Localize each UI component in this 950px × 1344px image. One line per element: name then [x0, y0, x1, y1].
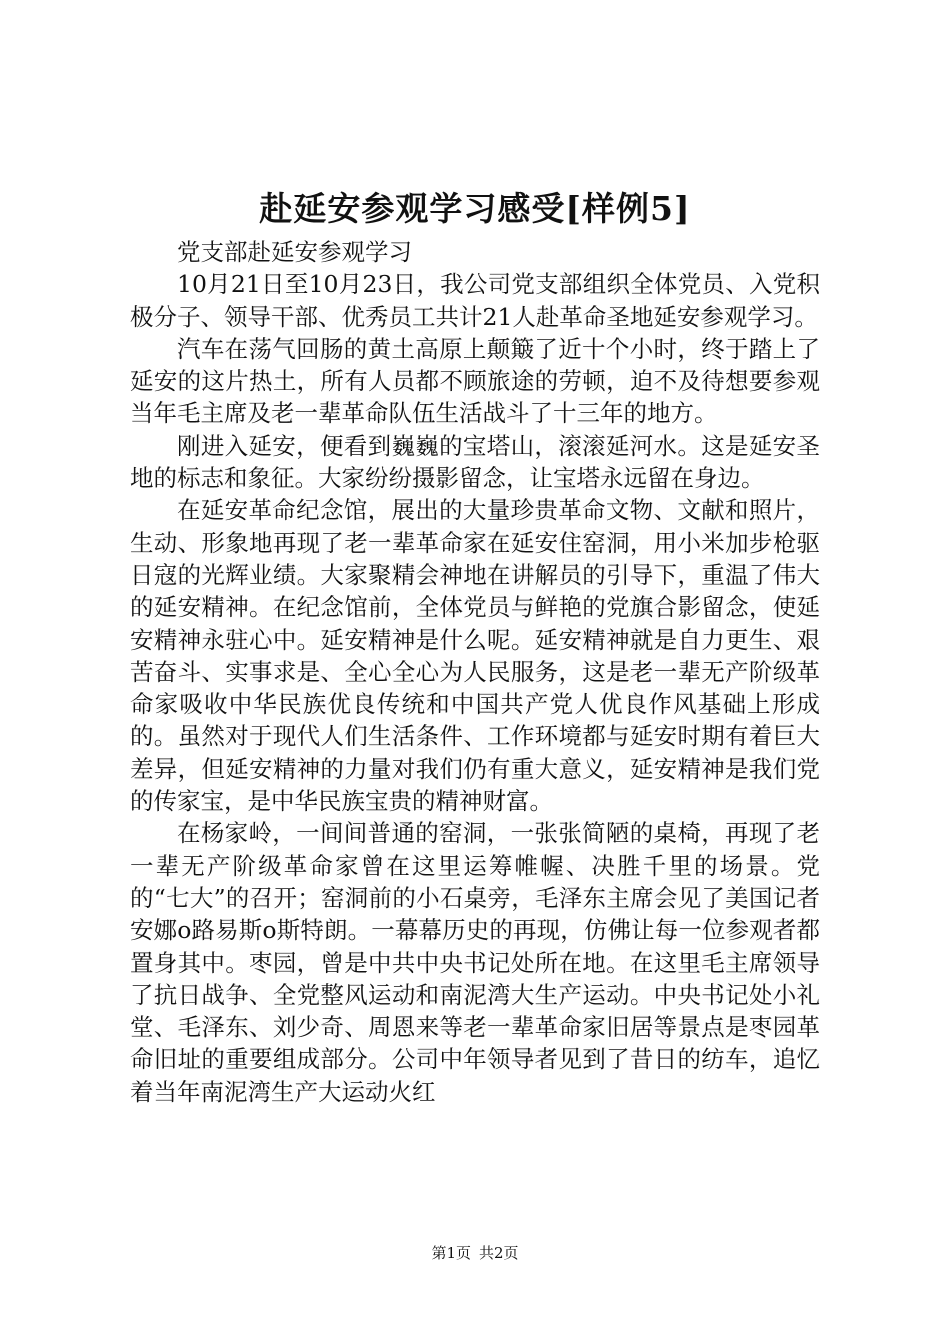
paragraph-subtitle: 党支部赴延安参观学习	[177, 238, 412, 266]
paragraph-4: 在延安革命纪念馆，展出的大量珍贵革命文物、文献和照片，生动、形象地再现了老一辈革命家在延安住窑洞，用小米加步枪驱日寇的光辉业绩。大家聚精会神地在讲解员的引导下，重温了伟大的延安精神。在纪念馆前，全体党员与鲜艳的党旗合影留念，使延安精神永驻心中。延安精神是什么呢。延安精神就是自力更生、艰苦奋斗、实事求是、全心全心为人民服务，这是老一辈无产阶级革命家吸收中华民族优良传统和中国共产党人优良作风基础上形成的。虽然对于现代人们生活条件、工作环境都与延安时期有着巨大差异，但延安精神的力量对我们仍有重大意义，延安精神是我们党的传家宝，是中华民族宝贵的精神财富。	[130, 496, 820, 816]
paragraph-2: 汽车在荡气回肠的黄土高原上颠簸了近十个小时，终于踏上了延安的这片热土，所有人员都不顾旅途的劳顿，迫不及待想要参观当年毛主席及老一辈革命队伍生活战斗了十三年的地方。	[130, 334, 820, 428]
page-footer	[0, 1243, 950, 1263]
document-title: 赴延安参观学习感受[样例5]	[259, 189, 691, 228]
document-body	[130, 236, 820, 1108]
page-total: 共2页	[479, 1244, 519, 1262]
paragraph-1: 10月21日至10月23日，我公司党支部组织全体党员、入党积极分子、领导干部、优秀员工共计21人赴革命圣地延安参观学习。	[130, 270, 820, 331]
page-number: 第1页	[431, 1244, 471, 1262]
paragraph-3: 刚进入延安，便看到巍巍的宝塔山，滚滚延河水。这是延安圣地的标志和象征。大家纷纷摄影留念，让宝塔永远留在身边。	[130, 431, 820, 493]
paragraph-5: 在杨家岭，一间间普通的窑洞，一张张简陋的桌椅，再现了老一辈无产阶级革命家曾在这里运筹帷幄、决胜千里的场景。党的“七大”的召开；窑洞前的小石桌旁，毛泽东主席会见了美国记者安娜o路易斯o斯特朗。一幕幕历史的再现，仿佛让每一位参观者都置身其中。枣园，曾是中共中央书记处所在地。在这里毛主席领导了抗日战争、全党整风运动和南泥湾大生产运动。中央书记处小礼堂、毛泽东、刘少奇、周恩来等老一辈革命家旧居等景点是枣园革命旧址的重要组成部分。公司中年领导者见到了昔日的纺车，追忆着当年南泥湾生产大运动火红	[130, 819, 820, 1106]
